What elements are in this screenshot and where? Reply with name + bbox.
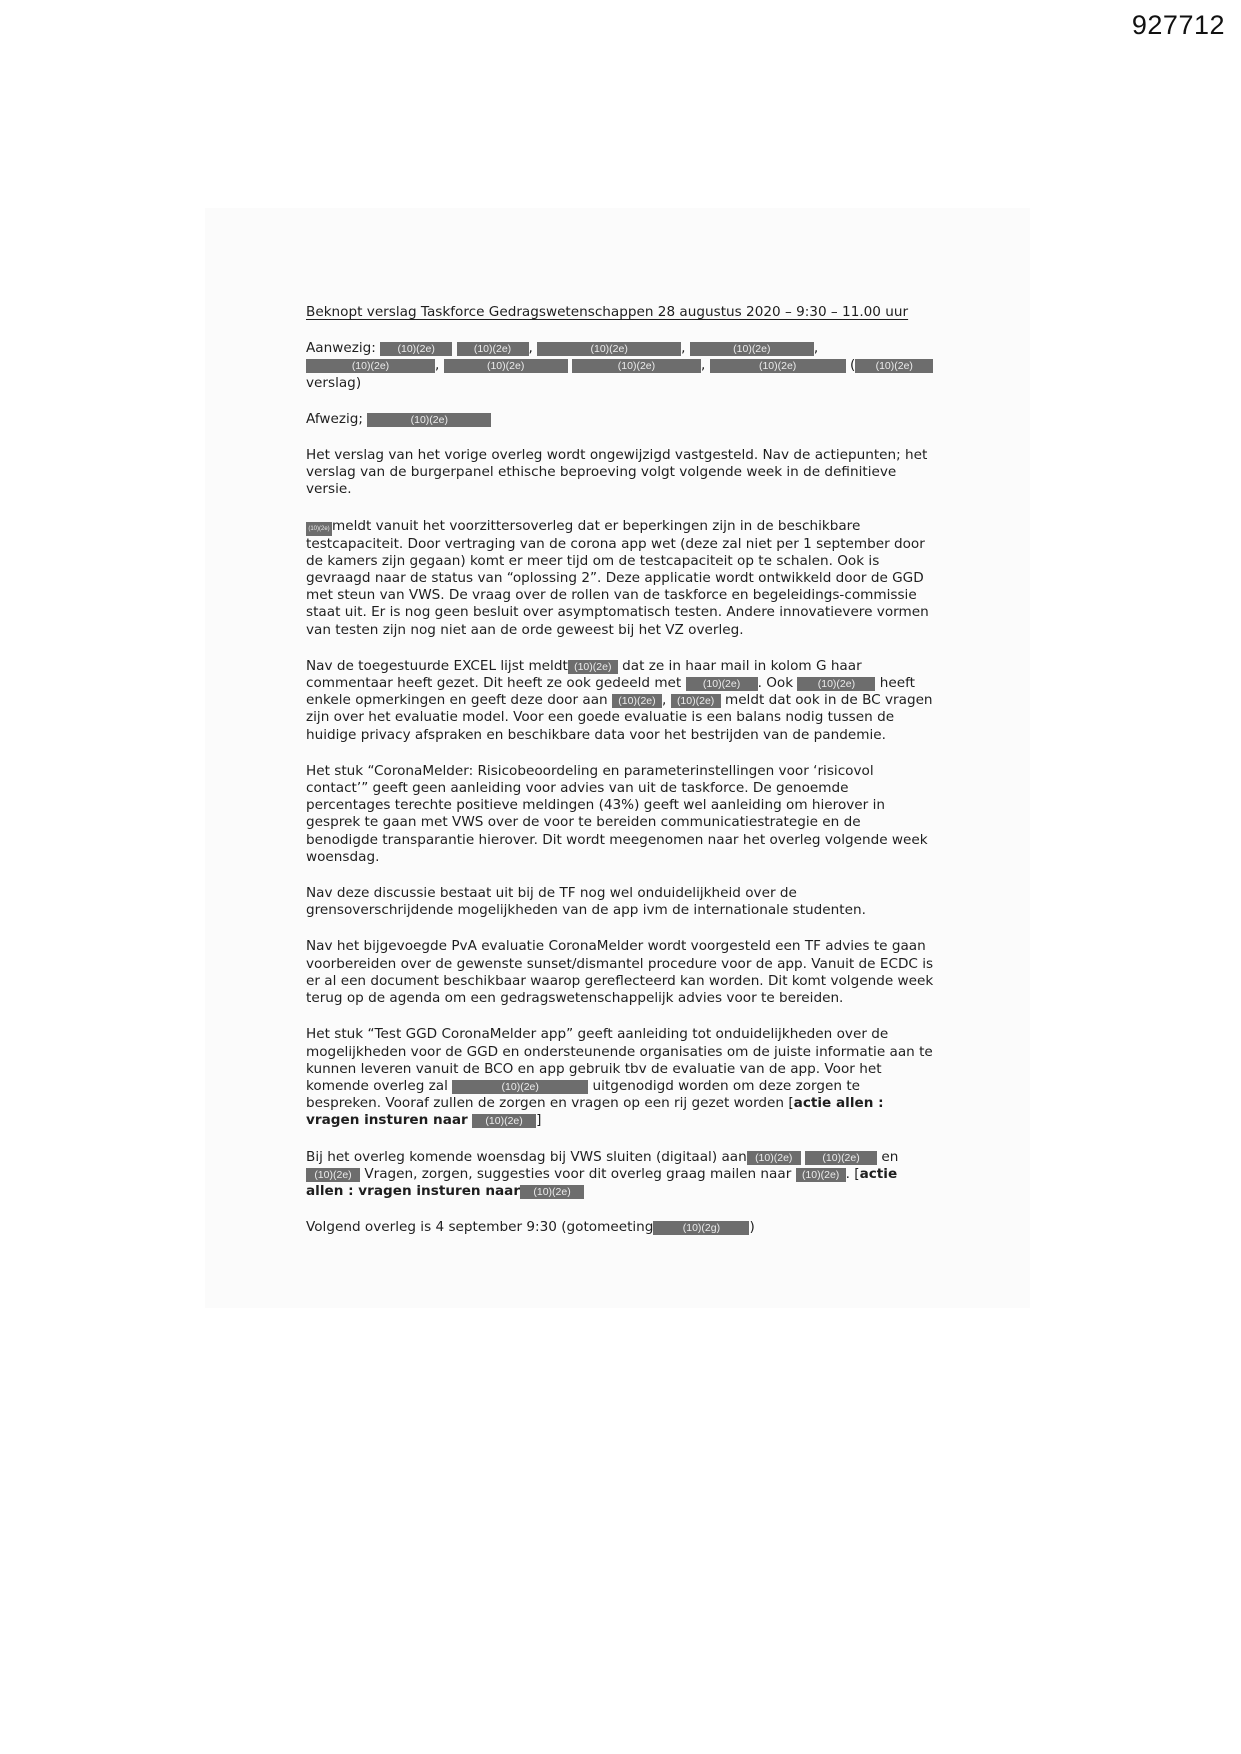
redaction: (10)(2e) [537, 342, 681, 356]
paragraph-chair-meeting: (10)(2e) meldt vanuit het voorzittersoverleg dat er beperkingen zijn in de beschikbare testcapaciteit. Door vertraging van de corona app wet (deze zal niet per 1 september door de kamers zijn gegaan) komt er meer tijd om de testcapaciteit op te schalen. Ook is gevraagd naar de status van “oplossing 2”. Deze applicatie wordt ontwikkeld door de GGD met steun van VWS. De vraag over de rollen van de taskforce en begeleidings-commissie staat uit. Er is nog geen besluit over asymptomatisch testen. Andere innovatievere vormen van testen zijn nog niet aan de orde geweest bij het VZ overleg. [306, 517, 929, 638]
redaction: (10)(2e) [444, 359, 568, 373]
redaction: (10)(2e) [380, 342, 452, 356]
paragraph-evaluation-plan: Nav het bijgevoegde PvA evaluatie CoronaMelder wordt voorgesteld een TF advies te gaan voorbereiden over de gewenste sunset/dismantel procedure voor de app. Vanuit de ECDC is er al een document beschikbaar waarop gereflecteerd kan worden. Dit komt volgende week terug op de agenda om een gedragswetenschappelijk advies voor te bereiden. [306, 938, 934, 1007]
redaction: (10)(2e) [520, 1185, 584, 1199]
attendance-absent: Afwezig; (10)(2e) [306, 411, 936, 428]
redaction: (10)(2e) [306, 359, 435, 373]
redaction: (10)(2e) [306, 522, 332, 536]
meeting-report [306, 304, 936, 1255]
redaction: (10)(2e) [855, 359, 933, 373]
paragraph-next-meeting: Volgend overleg is 4 september 9:30 (gotomeeting (10)(2g) ) [306, 1219, 755, 1236]
redaction: (10)(2e) [690, 342, 814, 356]
report-title: Beknopt verslag Taskforce Gedragswetenschappen 28 augustus 2020 – 9:30 – 11.00 uur [306, 304, 909, 320]
paragraph-ggd-test: Het stuk “Test GGD CoronaMelder app” geeft aanleiding tot onduidelijkheden over de mogelijkheden voor de GGD en ondersteunende organisaties om de juiste informatie aan te kunnen leveren vanuit de BCO en app gebruik tbv de evaluatie van de app. Voor het komende overleg zal (10)(2e) uitgenodigd worden om deze zorgen te bespreken. Vooraf zullen de zorgen en vragen op een rij gezet worden [actie allen : vragen insturen naar (10)(2e) ] [306, 1026, 933, 1129]
redaction: (10)(2e) [797, 677, 875, 691]
paragraph-excel-list: Nav de toegestuurde EXCEL lijst meldt (10)(2e) dat ze in haar mail in kolom G haar commentaar heeft gezet. Dit heeft ze ook gedeeld met (10)(2e) . Ook (10)(2e) heeft enkele opmerkingen en geeft deze door aan (10)(2e) , (10)(2e) meldt dat ook in de BC vragen zijn over het evaluatie model. Voor een goede evaluatie is een balans nodig tussen de huidige privacy afspraken en beschikbare data voor het bestrijden van de pandemie. [306, 657, 933, 743]
redaction: (10)(2e) [710, 359, 846, 373]
redaction: (10)(2e) [367, 413, 491, 427]
paragraph-risk-assessment: Het stuk “CoronaMelder: Risicobeoordeling en parameterinstellingen voor ‘risicovol contact’” geeft geen aanleiding voor advies van uit de taskforce. De genoemde percentages terechte positieve meldingen (43%) geeft wel aanleiding om hierover in gesprek te gaan met VWS over de voor te bereiden communicatiestrategie en de benodigde transparantie hierover. Dit wordt meegenomen naar het overleg volgende week woensdag. [306, 762, 928, 865]
paragraph-vws-meeting: Bij het overleg komende woensdag bij VWS sluiten (digitaal) aan (10)(2e) (10)(2e) en (10)(2e) Vragen, zorgen, suggesties voor dit overleg graag mailen naar (10)(2e) . [actie allen : vragen insturen naar (10)(2e) [306, 1148, 899, 1199]
redaction: (10)(2e) [747, 1151, 801, 1165]
redaction: (10)(2e) [686, 677, 758, 691]
redaction: (10)(2e) [472, 1114, 536, 1128]
attendance-present: Aanwezig: (10)(2e) (10)(2e) , (10)(2e) , (10)(2e) , (10)(2e) , (10)(2e) (10)(2e) , (10)(2e) ( (10)(2e) verslag) [306, 340, 936, 392]
redaction: (10)(2e) [568, 660, 618, 674]
redaction: (10)(2e) [612, 694, 662, 708]
document-number: 927712 [1131, 10, 1225, 40]
redaction: (10)(2e) [306, 1168, 360, 1182]
redaction: (10)(2e) [572, 359, 701, 373]
redaction: (10)(2e) [452, 1080, 588, 1094]
redaction: (10)(2e) [796, 1168, 846, 1182]
paragraph-previous-minutes: Het verslag van het vorige overleg wordt ongewijzigd vastgesteld. Nav de actiepunten; het verslag van de burgerpanel ethische beproeving volgt volgende week in de definitieve versie. [306, 447, 928, 498]
redaction: (10)(2e) [457, 342, 529, 356]
paragraph-cross-border: Nav deze discussie bestaat uit bij de TF nog wel onduidelijkheid over de grensoverschrijdende mogelijkheden van de app ivm de internationale studenten. [306, 885, 866, 919]
redaction: (10)(2e) [805, 1151, 877, 1165]
redaction: (10)(2e) [671, 694, 721, 708]
redaction: (10)(2g) [653, 1221, 749, 1235]
